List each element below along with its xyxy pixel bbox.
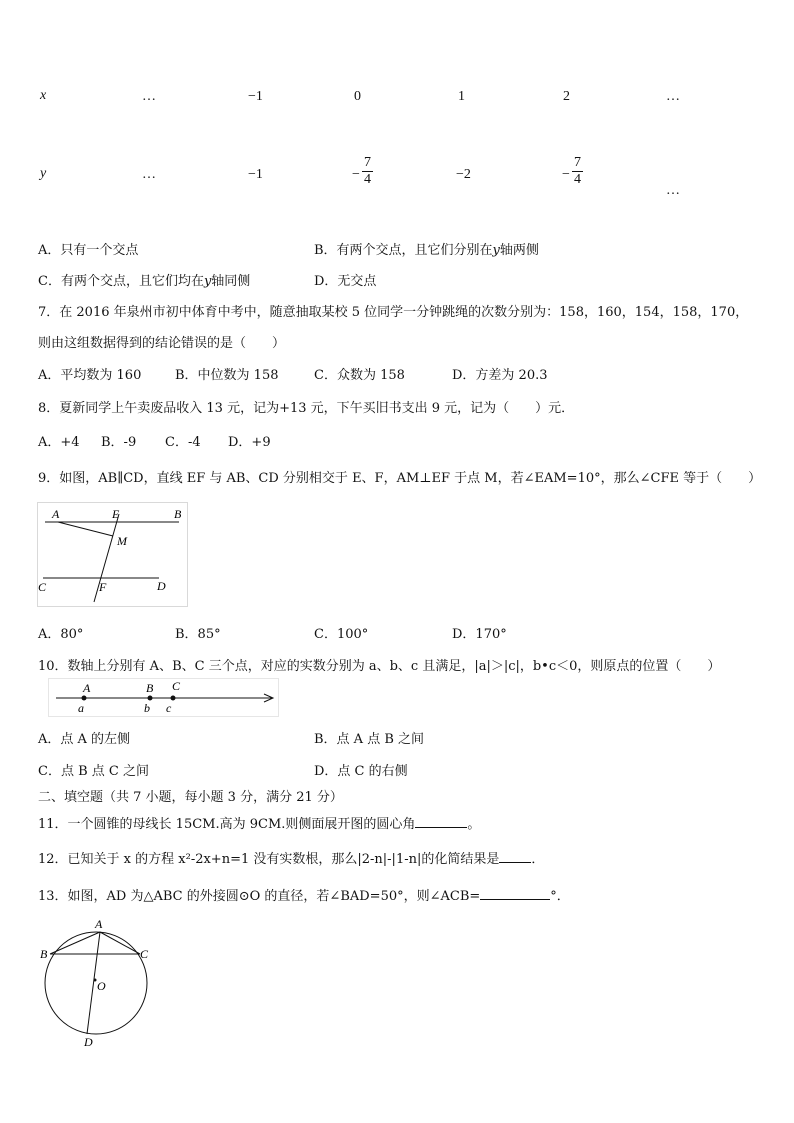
q13-end: °． (550, 889, 570, 904)
q7-option-d: D．方差为 20.3 (452, 368, 548, 383)
fraction (572, 155, 583, 188)
q8-option-b: B．-9 (101, 435, 137, 450)
q10-number-line (48, 678, 280, 718)
q6-option-b: B．有两个交点，且它们分别在𝑦轴两侧 (314, 243, 539, 258)
label-o: O (97, 979, 106, 993)
answer-blank (415, 815, 467, 828)
fraction-numerator: 7 (574, 155, 581, 170)
label-a-lower: a (78, 701, 84, 715)
q7-stem-line2: 则由这组数据得到的结论错误的是（ ） (38, 336, 286, 351)
point-a (82, 696, 87, 701)
label-m: M (117, 534, 127, 548)
segment-am (58, 522, 113, 536)
q13-line (38, 885, 570, 904)
fraction (362, 155, 373, 188)
q12-stem: 12．已知关于 x 的方程 x²-2x+n=1 没有实数根，那么|2-n|-|1-n|的化简结果是 (38, 852, 500, 867)
label-b: B (174, 507, 182, 521)
fraction-numerator: 7 (364, 155, 371, 170)
q7-stem-line1: 7．在 2016 年泉州市初中体育中考中，随意抽取某校 5 位同学一分钟跳绳的次数分别为：158，160，154，158，170， (38, 305, 749, 320)
label-a: A (95, 917, 103, 931)
q10-option-d: D．点 C 的右侧 (314, 764, 408, 779)
table-y-label: y (40, 166, 47, 181)
point-c (171, 696, 176, 701)
q12-line (38, 848, 544, 867)
fraction-denominator: 4 (574, 172, 581, 187)
q7-option-b: B．中位数为 158 (175, 368, 279, 383)
answer-blank (499, 850, 531, 863)
table-y-cell: … (666, 183, 680, 198)
q6-option-d: D．无交点 (314, 274, 377, 289)
fraction-sign: − (562, 167, 570, 182)
q9-option-c: C．100° (314, 627, 369, 642)
label-d: D (84, 1035, 93, 1049)
circle-o (45, 932, 147, 1034)
q9-stem: 9．如图，AB∥CD，直线 EF 与 AB、CD 分别相交于 E、F，AM⊥EF 于点 M，若∠EAM=10°，那么∠CFE 等于（ ） (38, 471, 762, 486)
table-y-cell: … (142, 167, 156, 182)
table-x-cell: … (142, 89, 156, 104)
q8-stem: 8．夏新同学上午卖废品收入 13 元，记为+13 元，下午买旧书支出 9 元，记为（ ）元． (38, 401, 575, 416)
answer-blank (480, 887, 550, 900)
label-a: A (52, 507, 60, 521)
point-b (148, 696, 153, 701)
q7-option-a: A．平均数为 160 (38, 368, 142, 383)
table-x-cell: −1 (248, 89, 263, 104)
table-x-cell: 1 (458, 89, 465, 104)
table-x-cell: … (666, 89, 680, 104)
fraction-denominator: 4 (364, 172, 371, 187)
q9-option-d: D．170° (452, 627, 507, 642)
table-x-cell: 0 (354, 89, 361, 104)
table-y-cell: −1 (248, 167, 263, 182)
section-title: 二、填空题（共 7 小题，每小题 3 分，满分 21 分） (38, 790, 343, 805)
table-x-label: x (40, 88, 47, 103)
q9-option-a: A．80° (38, 627, 84, 642)
table-y-cell: −2 (456, 167, 471, 182)
line-ef (94, 514, 119, 602)
q11-end: 。 (467, 817, 481, 832)
label-c: C (38, 580, 47, 594)
q10-option-c: C．点 B 点 C 之间 (38, 764, 149, 779)
q13-stem: 13．如图，AD 为△ABC 的外接圆⊙O 的直径，若∠BAD=50°，则∠ACB= (38, 889, 481, 904)
q10-stem: 10．数轴上分别有 A、B、C 三个点，对应的实数分别为 a、b、c 且满足，|a|＞|c|，b•c＜0，则原点的位置（ ） (38, 659, 721, 674)
label-c-upper: C (172, 679, 181, 693)
label-f: F (99, 580, 107, 594)
q11-line (38, 813, 480, 832)
q8-option-a: A．+4 (38, 435, 80, 450)
fraction-sign: − (352, 167, 360, 182)
q9-figure (37, 502, 189, 608)
table-x-cell: 2 (563, 89, 570, 104)
label-b-lower: b (144, 701, 150, 715)
label-b: B (40, 947, 48, 961)
q9-option-b: B．85° (175, 627, 221, 642)
q8-option-c: C．-4 (165, 435, 201, 450)
label-d: D (157, 579, 166, 593)
q6-option-c: C．有两个交点，且它们均在𝑦轴同侧 (38, 274, 251, 289)
label-c: C (140, 947, 149, 961)
q12-end: ． (531, 852, 545, 867)
q10-option-a: A．点 A 的左侧 (38, 732, 131, 747)
label-a-upper: A (83, 681, 91, 695)
label-e: E (112, 507, 120, 521)
chord-ab (50, 932, 100, 954)
label-c-lower: c (166, 701, 172, 715)
chord-ac (100, 932, 140, 954)
label-b-upper: B (146, 681, 154, 695)
q11-stem: 11．一个圆锥的母线长 15CM.高为 9CM.则侧面展开图的圆心角 (38, 817, 416, 832)
q6-option-a: A．只有一个交点 (38, 243, 139, 258)
q13-figure (38, 912, 158, 1050)
q8-option-d: D．+9 (228, 435, 271, 450)
q10-option-b: B．点 A 点 B 之间 (314, 732, 425, 747)
q7-option-c: C．众数为 158 (314, 368, 405, 383)
